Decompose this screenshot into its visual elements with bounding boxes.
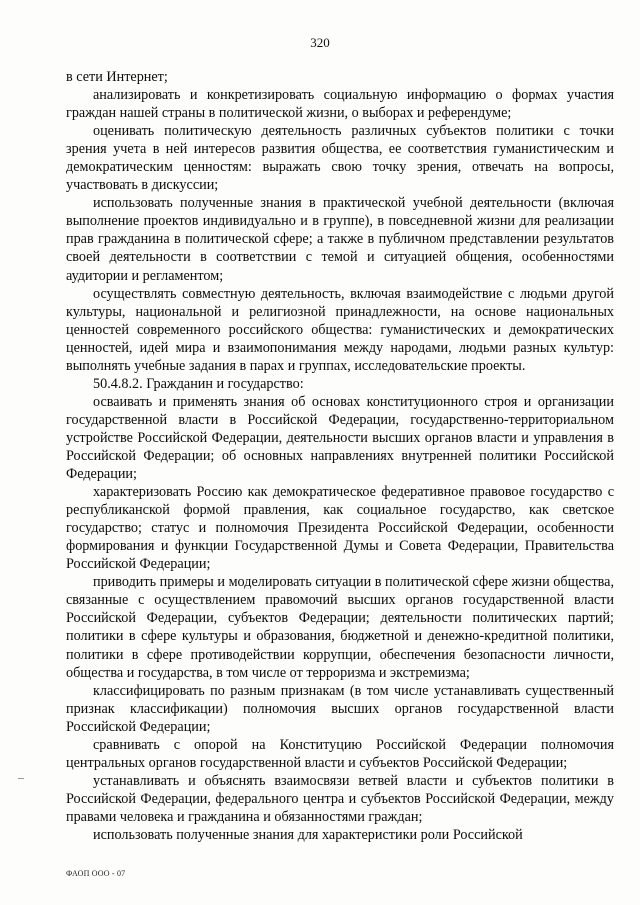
paragraph: использовать полученные знания для характеристики роли Российской — [93, 826, 523, 843]
paragraph: использовать полученные знания в практической учебной деятельности (включая выполнение проектов индивидуально и в группе), в повседневной жизни для реализации прав гражданина в политической сфере; а также в публичном представлении результатов своей деятельности в соответствии с темой и ситуацией общения, особенностями аудитории и регламентом; — [66, 195, 614, 284]
section-heading: 50.4.8.2. Гражданин и государство: — [93, 375, 304, 392]
paragraph: устанавливать и объяснять взаимосвязи ветвей власти и субъектов политики в Российской Федерации, федерального центра и субъектов Российской Федерации, между правами человека и гражданина и обязанностями граждан; — [66, 772, 614, 825]
page-number: 320 — [310, 35, 330, 50]
paragraph: сравнивать с опорой на Конституцию Российской Федерации полномочия центральных органов государственной власти и субъектов Российской Федерации; — [66, 736, 614, 771]
paragraph: в сети Интернет; — [66, 69, 168, 85]
paragraph: классифицировать по разным признакам (в том числе устанавливать существенный признак классификации) полномочия высших органов государственной власти Российской Федерации; — [66, 682, 614, 735]
paragraph: осваивать и применять знания об основах конституционного строя и организации государственной власти в Российской Федерации, государственно-территориальном устройстве Российской Федерации, деятельности высших органов власти и управления в Российской Федерации; об основных направлениях внутренней политики Российской Федерации; — [66, 393, 614, 483]
paragraph: анализировать и конкретизировать социальную информацию о формах участия граждан нашей страны в политической жизни, о выборах и референдуме; — [66, 87, 614, 122]
paragraph: осуществлять совместную деятельность, включая взаимодействие с людьми другой культуры, национальной и религиозной принадлежности, на основе национальных ценностей современного российского общества: гуманистических и демократических ценностей, идей мира и взаимопонимания между народами, людьми разных культур: выполнять учебные задания в парах и группах, исследовательские проекты. — [66, 285, 614, 374]
scan-mark — [18, 778, 24, 779]
page-body — [66, 68, 614, 844]
page-footer: ФАОП ООО - 07 — [66, 869, 126, 878]
paragraph: приводить примеры и моделировать ситуации в политической сфере жизни общества, связанные с осуществлением правомочий высших органов государственной власти Российской Федерации, субъектов Федерации; деятельности политических партий; политики в сфере культуры и образования, бюджетной и денежно-кредитной политики, политики в сфере противодействии коррупции, обеспечения безопасности личности, общества и государства, в том числе от терроризма и экстремизма; — [66, 574, 614, 681]
paragraph: оценивать политическую деятельность различных субъектов политики с точки зрения учета в ней интересов развития общества, ее соответствия гуманистическим и демократическим ценностям: выражать свою точку зрения, отвечать на вопросы, участвовать в дискуссии; — [66, 123, 614, 194]
paragraph: характеризовать Россию как демократическое федеративное правовое государство с республиканской формой правления, как социальное государство, как светское государство; статус и полномочия Президента Российской Федерации, особенности формирования и функции Государственной Думы и Совета Федерации, Правительства Российской Федерации; — [66, 484, 614, 573]
